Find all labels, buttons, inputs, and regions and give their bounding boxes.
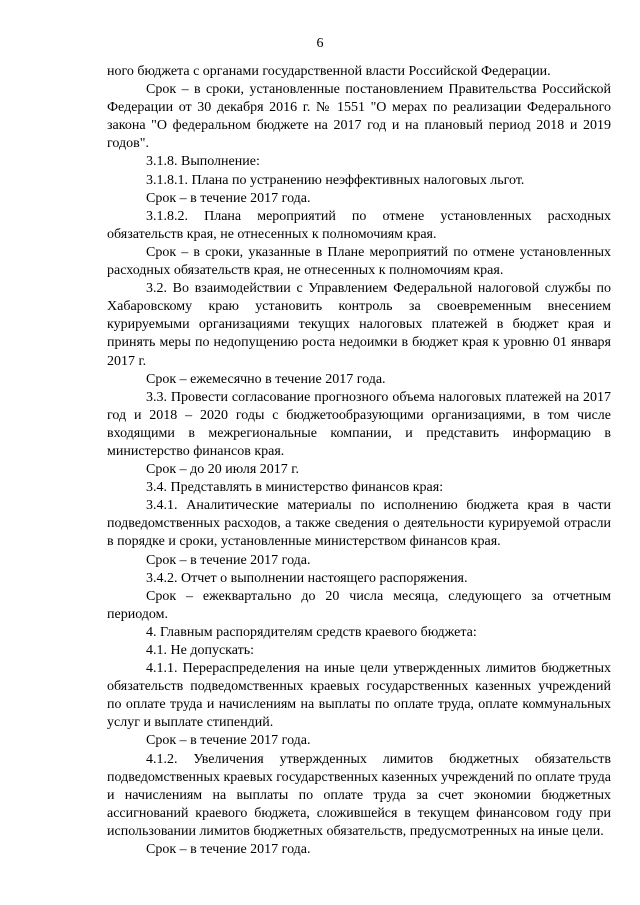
page-number: 6 — [316, 36, 324, 51]
paragraph-item-4-1-2: 4.1.2. Увеличения утвержденных лимитов бюджетных обязательств подведомственных краевых государственных казенных учреждений по оплате труда и начислениям на выплаты по оплате труда за счет экономии бюджетных ассигнований краевого бюджета, сложившейся в текущем финансовом году при использовании лимитов бюджетных обязательств, предусмотренных на иные цели. — [107, 751, 611, 839]
paragraph-item-3-1-8-2: 3.1.8.2. Плана мероприятий по отмене установленных расходных обязательств края, не отнесенных к полномочиям края. — [107, 208, 611, 242]
paragraph-item-3-4-1: 3.4.1. Аналитические материалы по исполнению бюджета края в части подведомственных расходов, а также сведения о деятельности курируемой отрасли в порядке и сроки, установленные министерством финансов края. — [107, 498, 611, 550]
paragraph-item-3-4: 3.4. Представлять в министерство финансов края: — [146, 480, 444, 496]
paragraph-deadline: Срок – в течение 2017 года. — [146, 190, 311, 206]
paragraph-deadline: Срок – ежемесячно в течение 2017 года. — [146, 371, 386, 387]
paragraph-deadline: Срок – до 20 июля 2017 г. — [146, 462, 299, 478]
document-body — [107, 63, 611, 859]
paragraph-deadline: Срок – в течение 2017 года. — [146, 842, 311, 858]
paragraph-item-3-2: 3.2. Во взаимодействии с Управлением Федеральной налоговой службы по Хабаровскому краю установить контроль за своевременным внесением курируемыми организациями текущих налоговых платежей в бюджет края и принять меры по недопущению роста недоимки в бюджет края к уровню 01 января 2017 г. — [107, 281, 611, 369]
paragraph-deadline: Срок – в течение 2017 года. — [146, 552, 311, 568]
paragraph-deadline: Срок – ежеквартально до 20 числа месяца, следующего за отчетным периодом. — [107, 588, 611, 622]
paragraph-deadline: Срок – в сроки, установленные постановлением Правительства Российской Федерации от 30 декабря 2016 г. № 1551 "О мерах по реализации Федерального закона "О федеральном бюджете на 2017 год и на плановый период 2018 и 2019 годов". — [107, 82, 611, 152]
paragraph-item-4-1: 4.1. Не допускать: — [146, 643, 254, 658]
paragraph-item-3-3: 3.3. Провести согласование прогнозного объема налоговых платежей на 2017 год и 2018 – 2020 годы с бюджетообразующими организациями, в том числе входящими в межрегиональные компании, и представить информацию в министерство финансов края. — [107, 389, 611, 459]
paragraph-continuation: ного бюджета с органами государственной власти Российской Федерации. — [107, 64, 551, 79]
paragraph-item-3-1-8-1: 3.1.8.1. Плана по устранению неэффективных налоговых льгот. — [146, 172, 525, 188]
paragraph-item-3-1-8: 3.1.8. Выполнение: — [146, 154, 260, 170]
paragraph-deadline: Срок – в течение 2017 года. — [146, 733, 311, 749]
paragraph-deadline: Срок – в сроки, указанные в Плане мероприятий по отмене установленных расходных обязательств края, не отнесенных к полномочиям края. — [107, 244, 611, 279]
paragraph-item-4: 4. Главным распорядителям средств краевого бюджета: — [146, 624, 477, 640]
paragraph-item-4-1-1: 4.1.1. Перераспределения на иные цели утвержденных лимитов бюджетных обязательств подведомственных краевых государственных казенных учреждений по оплате труда и начислениям на выплаты по оплате труда, оплате коммунальных услуг и выплате стипендий. — [107, 661, 611, 731]
paragraph-item-3-4-2: 3.4.2. Отчет о выполнении настоящего распоряжения. — [146, 570, 468, 586]
